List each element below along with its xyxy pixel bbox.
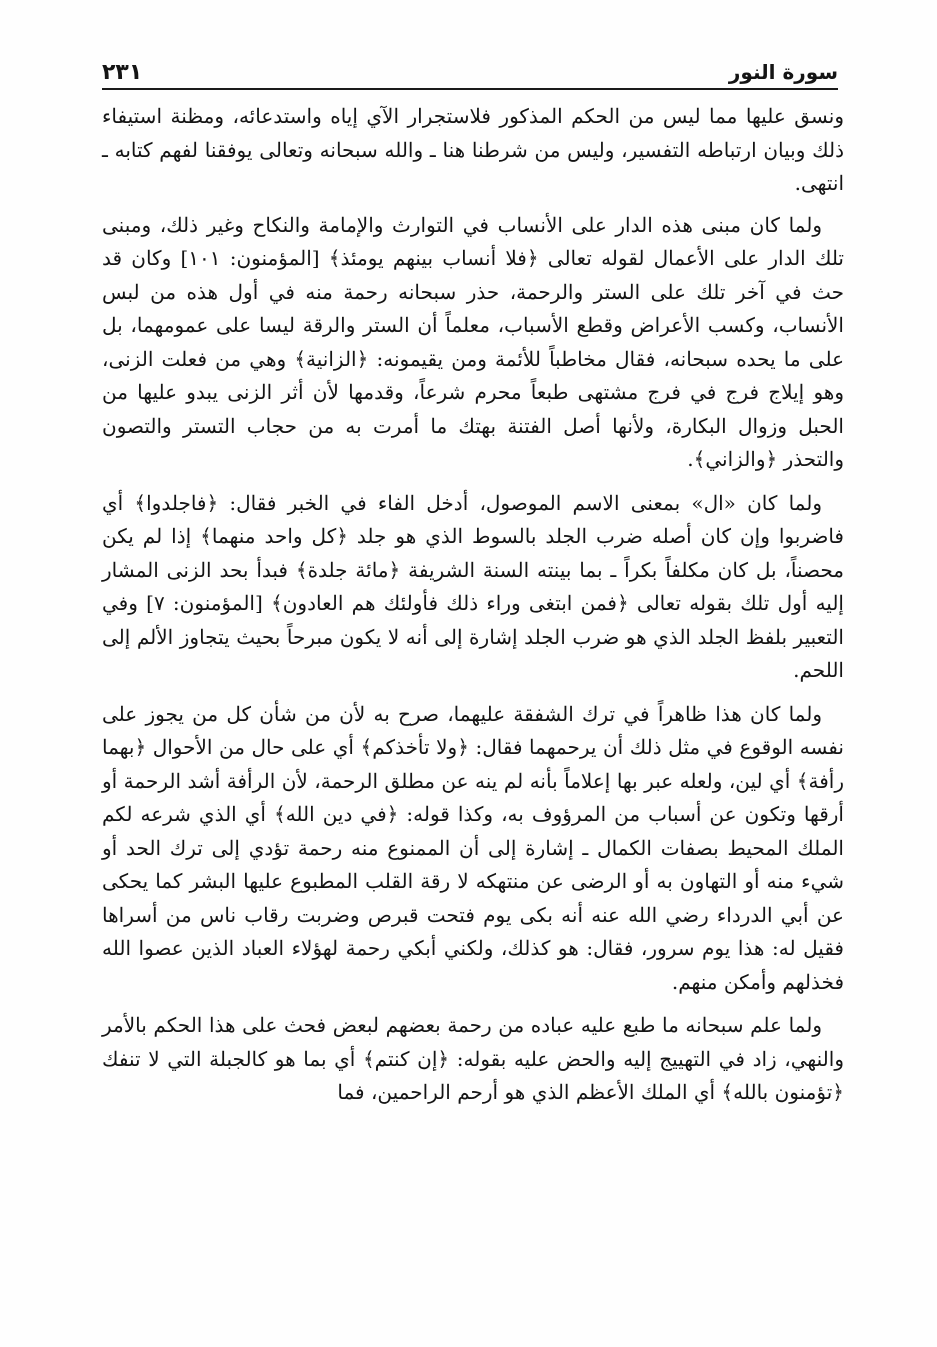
paragraph-2: ولما كان مبنى هذه الدار على الأنساب في التوارث والإمامة والنكاح وغير ذلك، ومبنى تلك الدار على الأعمال لقوله تعالى ﴿فلا أنساب بينهم يومئذ﴾ [المؤمنون: ١٠١] وكان قد حث في آخر تلك على الستر والرحمة، حذر سبحانه رحمة منه في أول هذه من لبس الأنساب، وكسب الأعراض وقطع الأسباب، معلماً أن الستر والرقة ليسا على عمومهما، بل على ما يحده سبحانه، فقال مخاطباً للأئمة ومن يقيمونه: ﴿الزانية﴾ وهي من فعلت الزنى، وهو إيلاج فرج في فرج مشتهى طبعاً محرم شرعاً، وقدمها لأن أثر الزنى يبدو عليها من الحبل وزوال البكارة، ولأنها أصل الفتنة بهتك ما أمرت به من حجاب التستر والتصون والتحذر ﴿والزاني﴾.: [102, 212, 845, 471]
paragraph-5: ولما علم سبحانه ما طبع عليه عباده من رحمة بعضهم لبعض فحث على هذا الحكم بالأمر والنهي، زاد في التهييج إليه والحض عليه بقوله: ﴿إن كنتم﴾ أي بما هو كالجبلة التي لا تنفك ﴿تؤمنون بالله﴾ أي الملك الأعظم الذي هو أرحم الراحمين، فما: [102, 1013, 844, 1104]
paragraph-1: ونسق عليها مما ليس من الحكم المذكور فلاستجرار الآي إياه واستدعائه، ومظنة استيفاء ذلك وبيان ارتباطه التفسير، وليس من شرطنا هنا ـ والله سبحانه وتعالى يوفقنا لفهم كتابه ـ انتهى.: [102, 104, 844, 195]
tafsir-body: [102, 100, 844, 1110]
running-head: [102, 52, 838, 90]
paragraph-4: ولما كان هذا ظاهراً في ترك الشفقة عليهما، صرح به لأن من شأن كل من يجوز على نفسه الوقوع في مثل ذلك أن يرحمهما فقال: ﴿ولا تأخذكم﴾ أي على حال من الأحوال ﴿بهما رأفة﴾ أي لين، ولعله عبر بها إعلاماً بأنه لم ينه عن مطلق الرحمة، لأن الرأفة أشد الرحمة أو أرقها وتكون عن أسباب من المرؤوف به، وكذا قوله: ﴿في دين الله﴾ أي الذي شرعه لكم الملك المحيط بصفات الكمال ـ إشارة إلى أن الممنوع منه رحمة تؤدي إلى ترك الحد أو شيء منه أو التهاون به أو الرضى عن منتهكه لا رقة القلب المطبوع عليها البشر كما يحكى عن أبي الدرداء رضي الله عنه أنه بكى يوم فتحت قبرص وضربت رقاب ناس من أسراها فقيل له: هذا يوم سرور، فقال: هو كذلك، ولكني أبكي رحمة لهؤلاء العباد الذين عصوا الله فخذلهم وأمكن منهم.: [102, 701, 844, 994]
page-number: ٢٣١: [102, 60, 143, 85]
paragraph-3: ولما كان «ال» بمعنى الاسم الموصول، أدخل الفاء في الخبر فقال: ﴿فاجلدوا﴾ أي فاضربوا وإن كان أصله ضرب الجلد بالسوط الذي هو جلد ﴿كل واحد منهما﴾ إذا لم يكن محصناً، بل كان مكلفاً بكراً ـ بما بينته السنة الشريفة ﴿مائة جلدة﴾ فبدأ بحد الزنى المشار إليه أول تلك بقوله تعالى ﴿فمن ابتغى وراء ذلك فأولئك هم العادون﴾ [المؤمنون: ٧] وفي التعبير بلفظ الجلد الذي هو ضرب الجلد إشارة إلى أنه لا يكون مبرحاً بحيث يتجاوز الألم إلى اللحم.: [102, 490, 844, 682]
surah-title: سورة النور: [728, 60, 838, 84]
